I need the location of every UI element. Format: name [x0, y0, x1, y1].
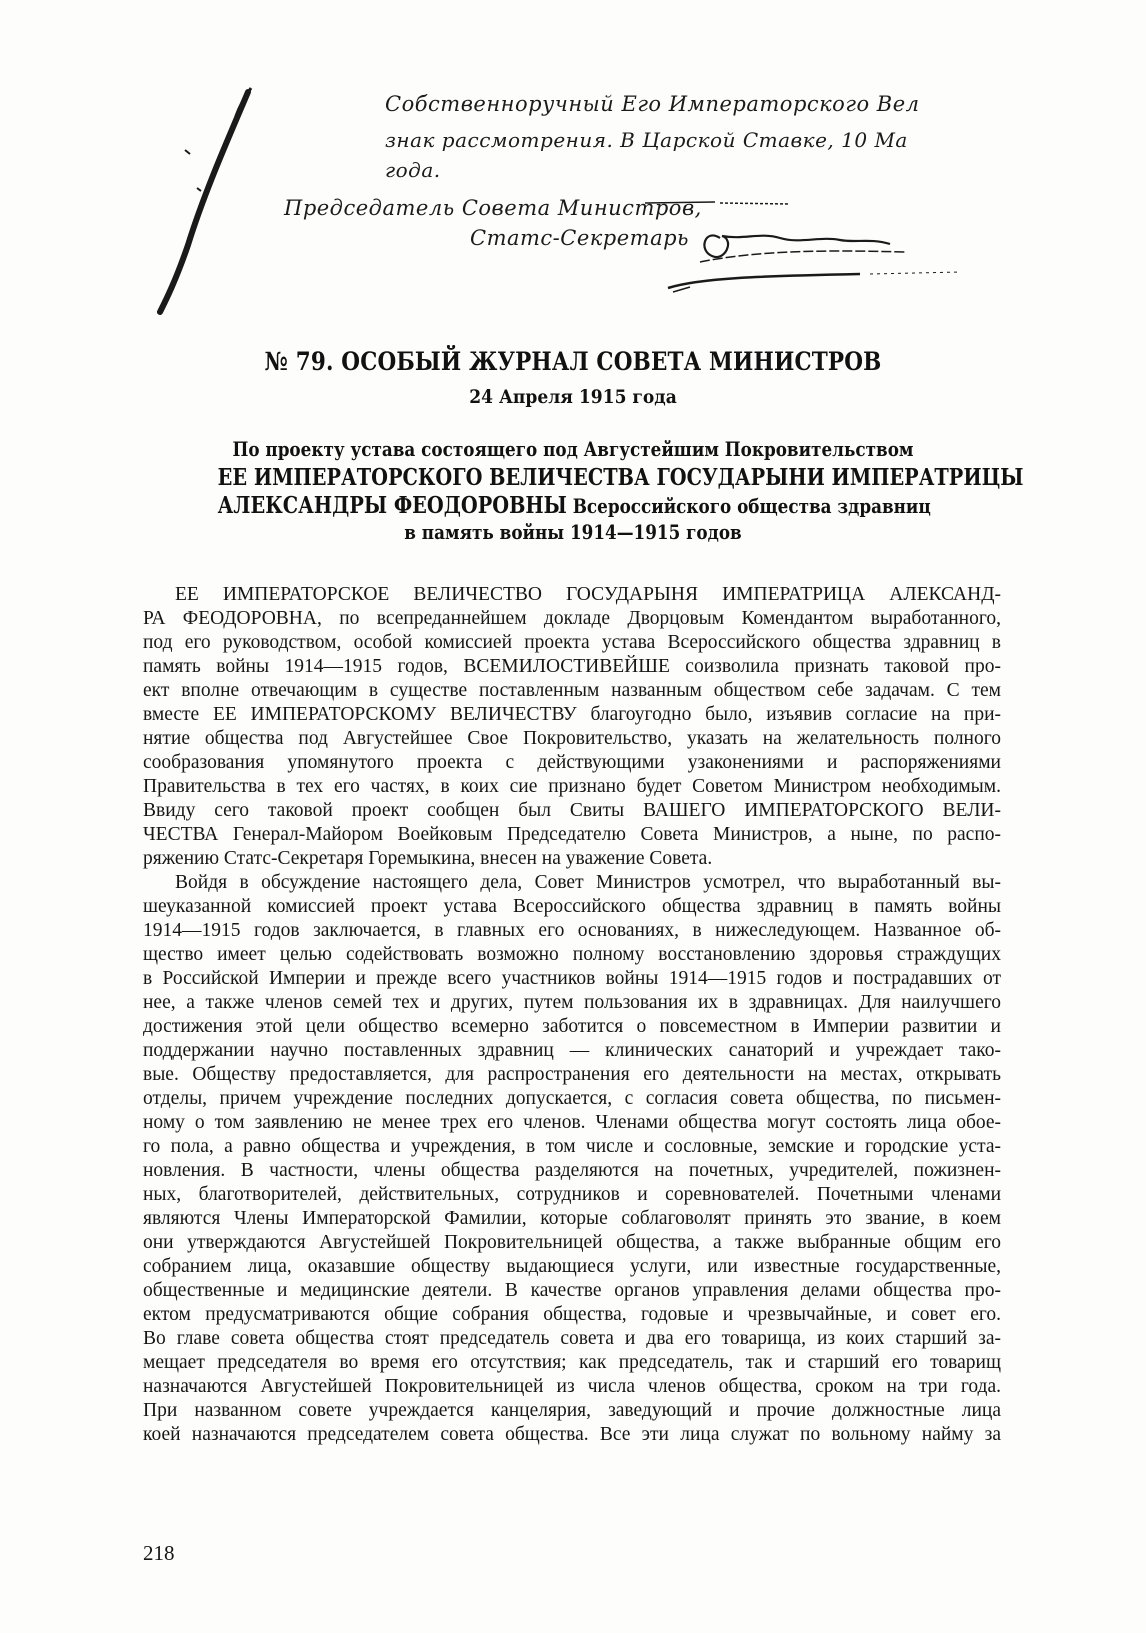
document-date: 24 Апреля 1915 года: [469, 386, 677, 408]
body-line: ект вполне отвечающим в существе поставленным названным обществом себе задачам. С тем: [143, 680, 1001, 701]
subtitle-empress-name: АЛЕКСАНДРЫ ФЕОДОРОВНЫ: [217, 492, 567, 519]
body-line: собранием лица, оказавшие обществу выдающиеся услуги, или известные государственные,: [143, 1256, 1001, 1277]
body-line: в Российской Империи и прежде всего участников войны 1914—1915 годов и пострадавших от: [143, 968, 1001, 989]
body-line: ектом предусматриваются общие собрания общества, годовые и чрезвычайные, и совет его.: [143, 1304, 1001, 1325]
body-line: память войны 1914—1915 годов, ВСЕМИЛОСТИВЕЙШЕ соизволила признать таковой про-: [143, 656, 1001, 677]
body-line: ряжению Статс-Секретаря Горемыкина, внесен на уважение Совета.: [143, 848, 713, 869]
body-line: они утверждаются Августейшей Покровительницей общества, а также выбранные общим его: [143, 1232, 1001, 1253]
margin-stroke: [160, 92, 248, 312]
handwritten-line-2: знак рассмотрения. В Царской Ставке, 10 Ма: [385, 128, 908, 152]
signature: [704, 235, 890, 257]
body-line: Войдя в обсуждение настоящего дела, Совет Министров усмотрел, что выработанный вы-: [175, 872, 1001, 893]
body-line: новления. В частности, члены общества разделяются на почетных, учредителей, пожизнен-: [143, 1160, 1001, 1181]
body-line: сообразования упомянутого проекта с действующими узаконениями и распоряжениями: [143, 752, 1001, 773]
body-line: Ввиду сего таковой проект сообщен был Свиты ВАШЕГО ИМПЕРАТОРСКОГО ВЕЛИ-: [143, 800, 1001, 821]
body-line: ЕЕ ИМПЕРАТОРСКОЕ ВЕЛИЧЕСТВО ГОСУДАРЫНЯ ИМПЕРАТРИЦА АЛЕКСАНД-: [175, 584, 1001, 605]
body-line: вместе ЕЕ ИМПЕРАТОРСКОМУ ВЕЛИЧЕСТВУ благоугодно было, изъявив согласие на при-: [143, 704, 1001, 725]
body-line: достижения этой цели общество всемерно заботится о повсеместном в Империи развитии и: [143, 1016, 1001, 1037]
handwritten-line-1: Собственноручный Его Императорского Вел: [385, 92, 920, 116]
body-line: общественные и медицинские деятели. В качестве органов управления делами общества про-: [143, 1280, 1001, 1301]
body-line: ному о том заявлению не менее трех его членов. Членами общества могут состоять лица обое-: [143, 1112, 1001, 1133]
subtitle-line-4: в память войны 1914—1915 годов: [404, 520, 742, 544]
handwritten-line-3: года.: [385, 158, 441, 182]
body-line: вые. Обществу предоставляется, для распространения его деятельности на местах, открывать: [143, 1064, 1001, 1085]
body-line: Во главе совета общества стоят председатель совета и два его товарища, из коих старший за-: [143, 1328, 1001, 1349]
body-line: нее, а также членов семей тех и других, путем пользования их в здравницах. Для наилучшего: [143, 992, 1001, 1013]
body-line: шеуказанной комиссией проект устава Всероссийского общества здравниц в память войны: [143, 896, 1001, 917]
body-line: При названном совете учреждается канцелярия, заведующий и прочие должностные лица: [143, 1400, 1001, 1421]
page-number: 218: [143, 1541, 175, 1565]
handwritten-resolution: [0, 0, 1146, 330]
subtitle-society-name: Всероссийского общества здравниц: [566, 494, 931, 518]
body-line: поддержании научно поставленных здравниц — клинических санаторий и учреждает тако-: [143, 1040, 1001, 1061]
body-line: щество имеет целью содействовать возможно полному восстановлению здоровья страждущих: [143, 944, 1001, 965]
subtitle-line-2: ЕЕ ИМПЕРАТОРСКОГО ВЕЛИЧЕСТВА ГОСУДАРЫНИ ИМПЕРАТРИЦЫ: [217, 464, 1024, 491]
body-line: мещает председателя во время его отсутствия; как председатель, так и старший его товарищ: [143, 1352, 1001, 1373]
body-line: ных, благотворителей, действительных, сотрудников и соревнователей. Почетными членами: [143, 1184, 1001, 1205]
handwritten-line-5: Статс-Секретарь: [470, 226, 689, 250]
document-title: № 79. ОСОБЫЙ ЖУРНАЛ СОВЕТА МИНИСТРОВ: [264, 347, 882, 376]
body-line: отделы, причем учреждение последних допускается, с согласия совета общества, по письмен-: [143, 1088, 1001, 1109]
body-line: 1914—1915 годов заключается, в главных его основаниях, в нижеследующем. Названное об-: [143, 920, 1001, 941]
body-line: нятие общества под Августейшее Свое Покровительство, указать на желательность полного: [143, 728, 1001, 749]
body-line: ЧЕСТВА Генерал-Майором Воейковым Председателю Совета Министров, а ныне, по распо-: [143, 824, 1001, 845]
handwritten-line-4: Председатель Совета Министров,: [284, 196, 702, 220]
body-line: назначаются Августейшей Покровительницей из числа членов общества, сроком на три года.: [143, 1376, 1001, 1397]
body-line: коей назначаются председателем совета общества. Все эти лица служат по вольному найму за: [143, 1424, 1001, 1445]
body-line: под его руководством, особой комиссией проекта устава Всероссийского общества здравниц в: [143, 632, 1001, 653]
body-line: го пола, а равно общества и учреждения, в том числе и сословные, земские и городские уста-: [143, 1136, 1001, 1157]
body-line: РА ФЕОДОРОВНА, по всепреданнейшем докладе Дворцовым Комендантом выработанного,: [143, 608, 1001, 629]
subtitle-line-1: По проекту устава состоящего под Августейшим Покровительством: [232, 437, 914, 461]
handwriting-strokes: [0, 0, 1146, 330]
subtitle-line-3: [218, 492, 929, 519]
body-line: Правительства в тех его частях, в коих сие признано будет Советом Министром необходимым.: [143, 776, 1001, 797]
body-line: являются Члены Императорской Фамилии, которые соблаговолят принять это звание, в коем: [143, 1208, 1001, 1229]
